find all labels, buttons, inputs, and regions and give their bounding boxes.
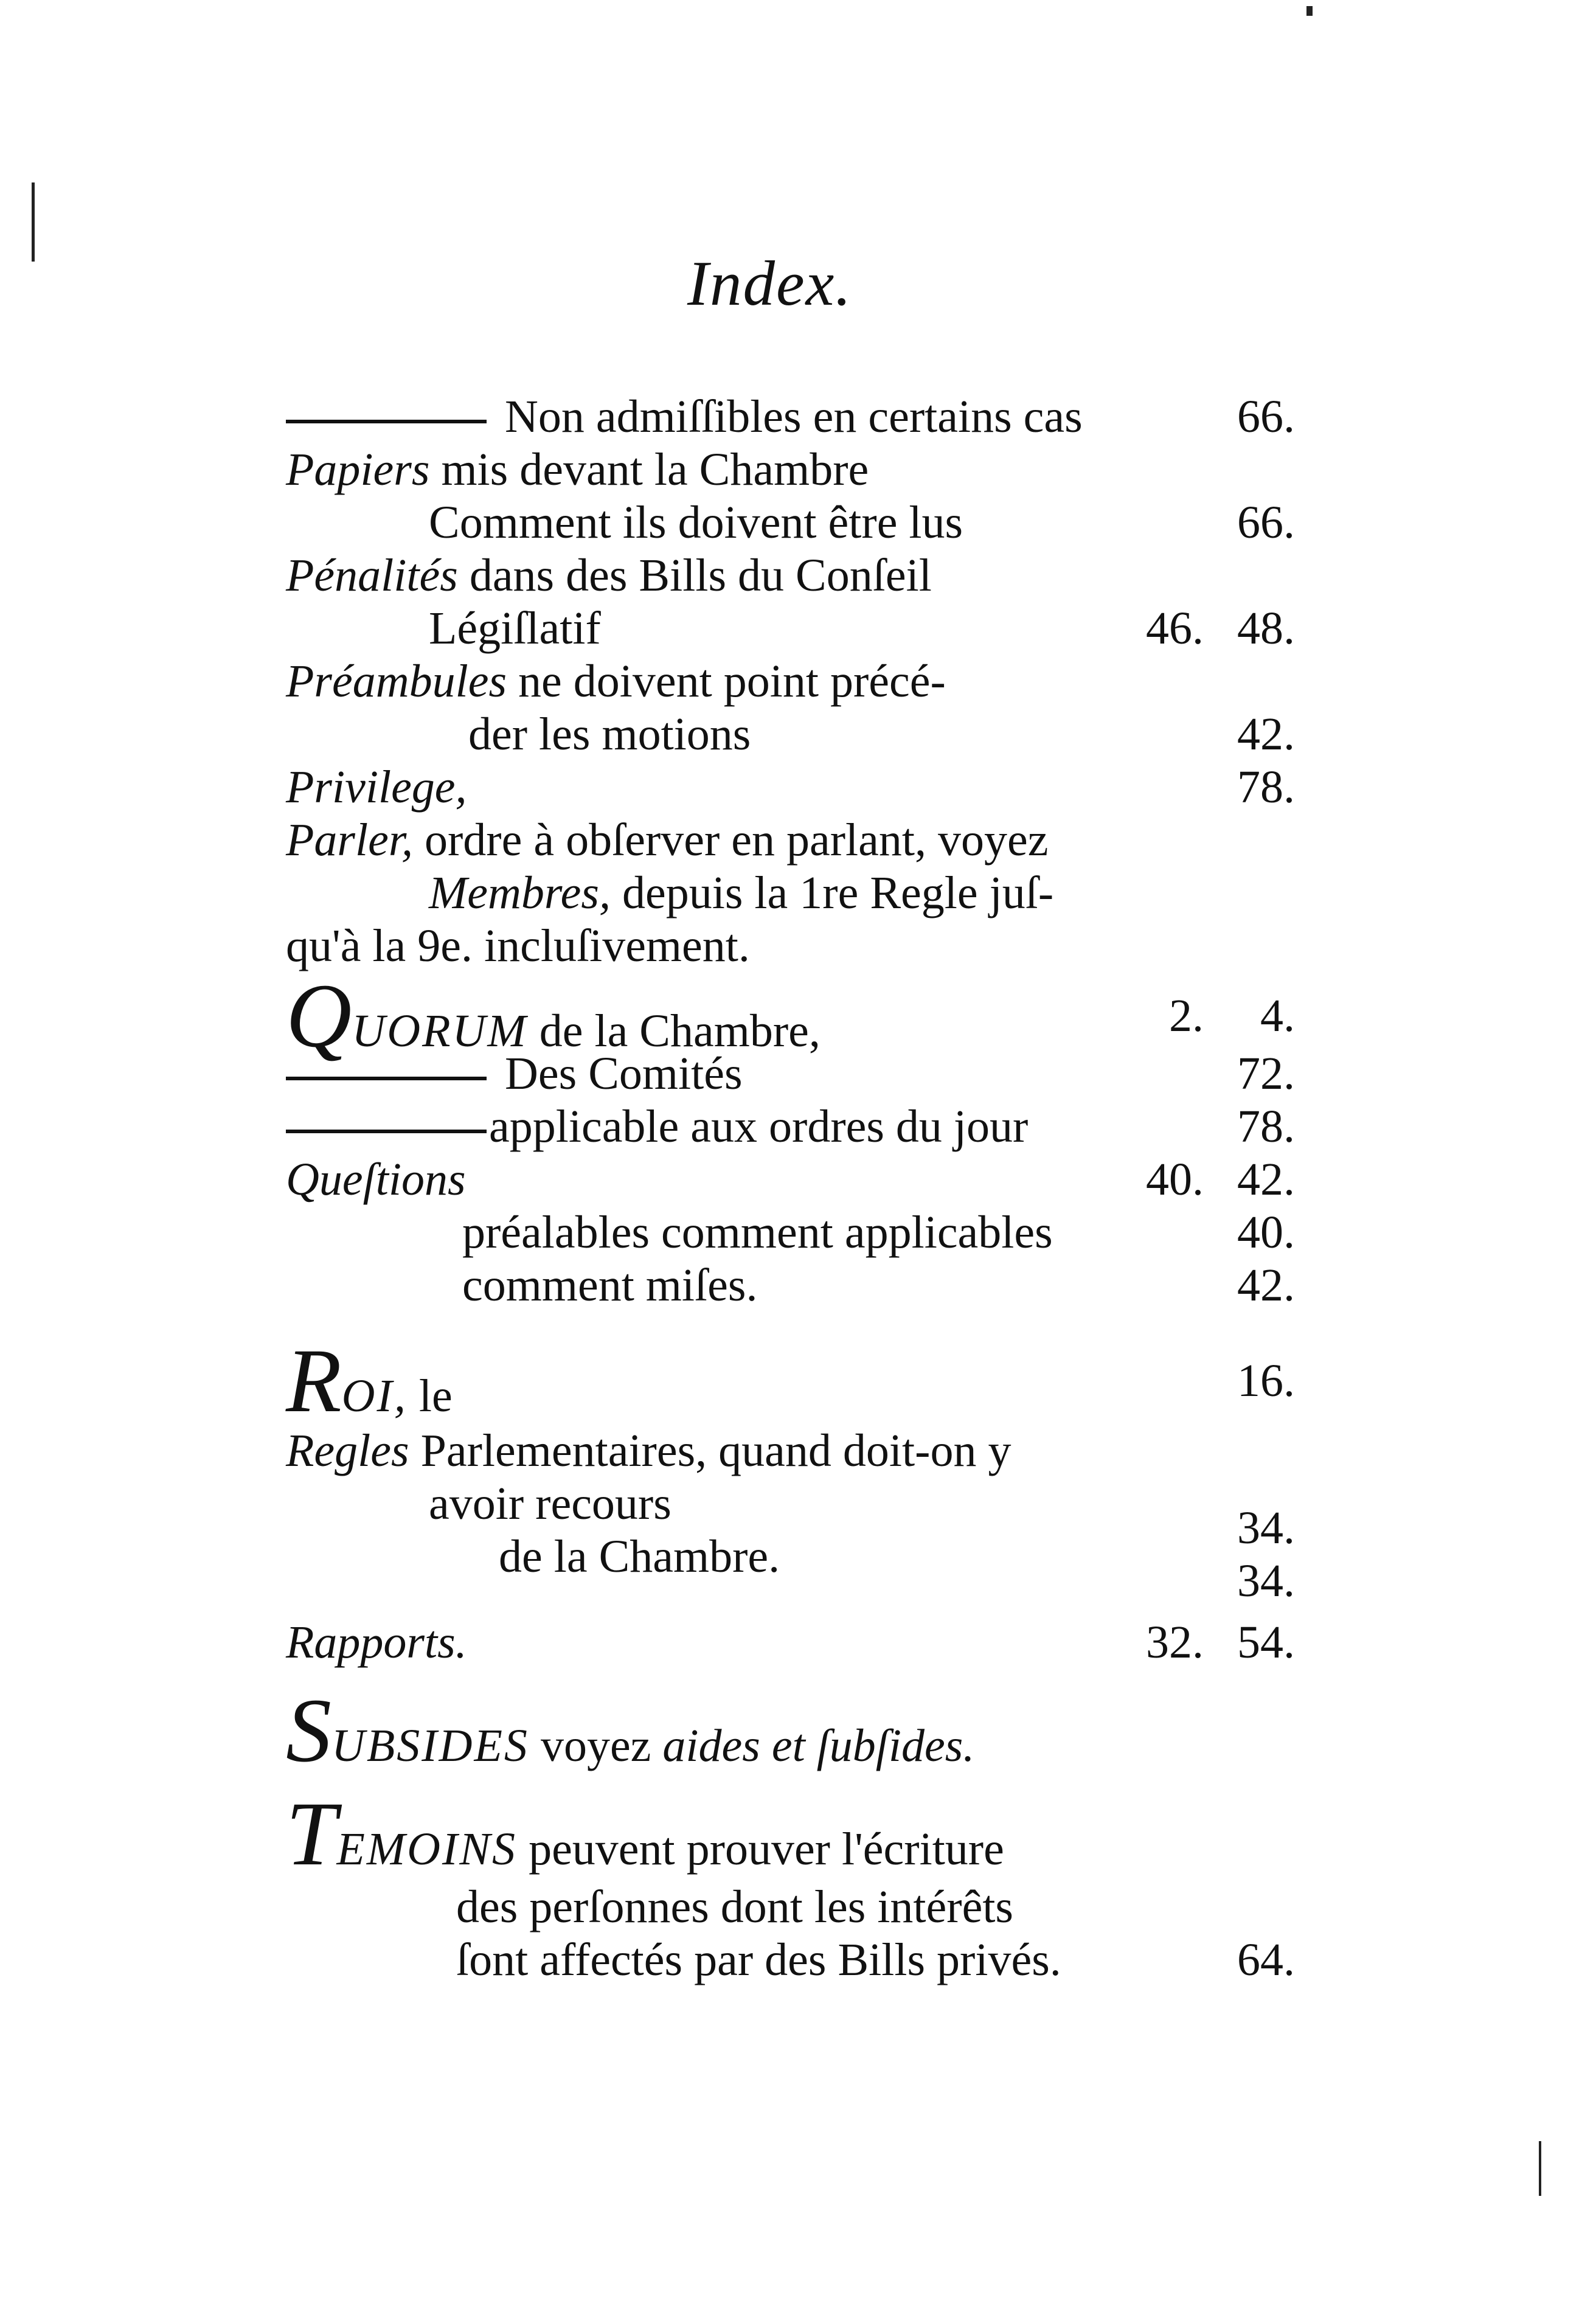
index-entry: [286, 1932, 1295, 1987]
drop-initial: T: [286, 1783, 337, 1884]
entry-text: der les motions: [468, 709, 751, 760]
drop-initial: Q: [286, 965, 352, 1066]
drop-initial: R: [286, 1330, 342, 1431]
page-ref: 78.: [1237, 1101, 1295, 1152]
index-entry: [286, 1099, 1295, 1154]
entry-heading: Rapports.: [286, 1617, 467, 1668]
continuation-dash: [286, 420, 487, 423]
entry-heading: Membres,: [429, 867, 611, 918]
index-entry: [286, 1205, 1295, 1260]
index-entry: [286, 442, 1295, 497]
page-ref: 16.: [1237, 1355, 1295, 1406]
entry-text: de la Chambre,: [527, 1005, 821, 1057]
entry-text: comment miſes.: [462, 1260, 758, 1311]
entry-heading: Parler,: [286, 814, 413, 866]
entry-text: de la Chambre.: [499, 1531, 780, 1582]
entry-heading: EMOINS: [336, 1824, 518, 1875]
scan-artifact: [1539, 2141, 1541, 2196]
entry-text: des perſonnes dont les intérêts: [456, 1881, 1014, 1932]
entry-text: Parlementaires, quand doit-on y: [409, 1425, 1011, 1476]
entry-text: voyez: [529, 1720, 663, 1771]
continuation-dash: [286, 1077, 487, 1080]
entry-text: le: [407, 1370, 453, 1422]
index-entry: [286, 389, 1295, 444]
index-entry: [286, 1046, 1295, 1101]
entry-heading: Regles: [286, 1425, 409, 1476]
page-ref: 48.: [1237, 603, 1295, 654]
page-ref: 66.: [1237, 497, 1295, 548]
continuation-dash: [286, 1130, 487, 1133]
entry-text: ne doivent point précé-: [507, 656, 946, 707]
entry-text: ordre à obſerver en parlant, voyez: [413, 814, 1049, 866]
index-entry: [286, 1680, 1295, 1781]
entry-text: avoir recours: [429, 1478, 671, 1529]
entry-heading: UBSIDES: [331, 1720, 529, 1771]
index-entry: [286, 1423, 1295, 1478]
entry-text: Non admiſſibles en certains cas: [505, 391, 1083, 442]
entry-text: dans des Bills du Conſeil: [457, 550, 932, 601]
index-entry: [286, 1880, 1295, 1934]
index-entry: [286, 866, 1295, 920]
page-ref: 40.: [1146, 1154, 1204, 1205]
entry-text: préalables comment applicables: [462, 1207, 1053, 1258]
entry-heading: Privilege,: [286, 762, 467, 813]
entry-heading: Pénalités: [286, 550, 458, 601]
page-ref: 54.: [1237, 1617, 1295, 1668]
drop-initial: S: [286, 1680, 331, 1781]
entry-text: Comment ils doivent être lus: [429, 497, 963, 548]
entry-heading: UORUM: [352, 1005, 528, 1057]
index-entry: [286, 1258, 1295, 1313]
entry-text: peuvent prouver l'écriture: [517, 1824, 1004, 1875]
index-entry: [286, 548, 1295, 603]
page-ref: 72.: [1237, 1048, 1295, 1099]
index-entry: [286, 601, 1295, 656]
page-ref: 4.: [1260, 990, 1295, 1041]
entry-text: depuis la 1re Regle juſ-: [611, 867, 1054, 918]
page-ref: 34.: [1237, 1502, 1295, 1554]
entry-heading: Papiers: [286, 444, 430, 495]
index-entry: [286, 965, 1295, 1066]
index-entry: [286, 1330, 1295, 1431]
page-ref: 42.: [1237, 1154, 1295, 1205]
page-ref: 64.: [1237, 1934, 1295, 1985]
index-entry: [286, 918, 1295, 973]
page-ref: 66.: [1237, 391, 1295, 442]
page-ref: 34.: [1237, 1555, 1295, 1606]
index-entry: [286, 1529, 1295, 1606]
page-title: Index.: [687, 248, 853, 319]
entry-heading: Queſtions: [286, 1154, 466, 1205]
entry-text: ſont affectés par des Bills privés.: [456, 1934, 1061, 1985]
entry-text: Légiſlatif: [429, 603, 601, 654]
index-entry: [286, 1783, 1295, 1884]
scan-artifact: [32, 182, 35, 262]
entry-text: Des Comités: [505, 1048, 743, 1099]
index-entry: [286, 1615, 1295, 1670]
entry-text: mis devant la Chambre: [429, 444, 869, 495]
page-ref: 32.: [1146, 1617, 1204, 1668]
entry-heading: Préambules: [286, 656, 507, 707]
entry-heading: OI,: [341, 1370, 408, 1422]
index-entry: [286, 1152, 1295, 1207]
page-ref: 40.: [1237, 1207, 1295, 1258]
index-entry: [286, 654, 1295, 709]
index-entry: [286, 813, 1295, 867]
index-entry: [286, 1476, 1295, 1554]
page-ref: 78.: [1237, 762, 1295, 813]
index-entry: [286, 495, 1295, 550]
entry-crossref: aides et ſubſides.: [662, 1720, 975, 1771]
scan-artifact: [1306, 6, 1313, 16]
index-entry: [286, 707, 1295, 762]
index-entry: [286, 760, 1295, 814]
entry-text: qu'à la 9e. incluſivement.: [286, 920, 750, 971]
page-ref: 46.: [1146, 603, 1204, 654]
page-ref: 42.: [1237, 709, 1295, 760]
entry-text: applicable aux ordres du jour: [489, 1101, 1029, 1152]
page-ref: 42.: [1237, 1260, 1295, 1311]
page-ref: 2.: [1169, 990, 1204, 1041]
